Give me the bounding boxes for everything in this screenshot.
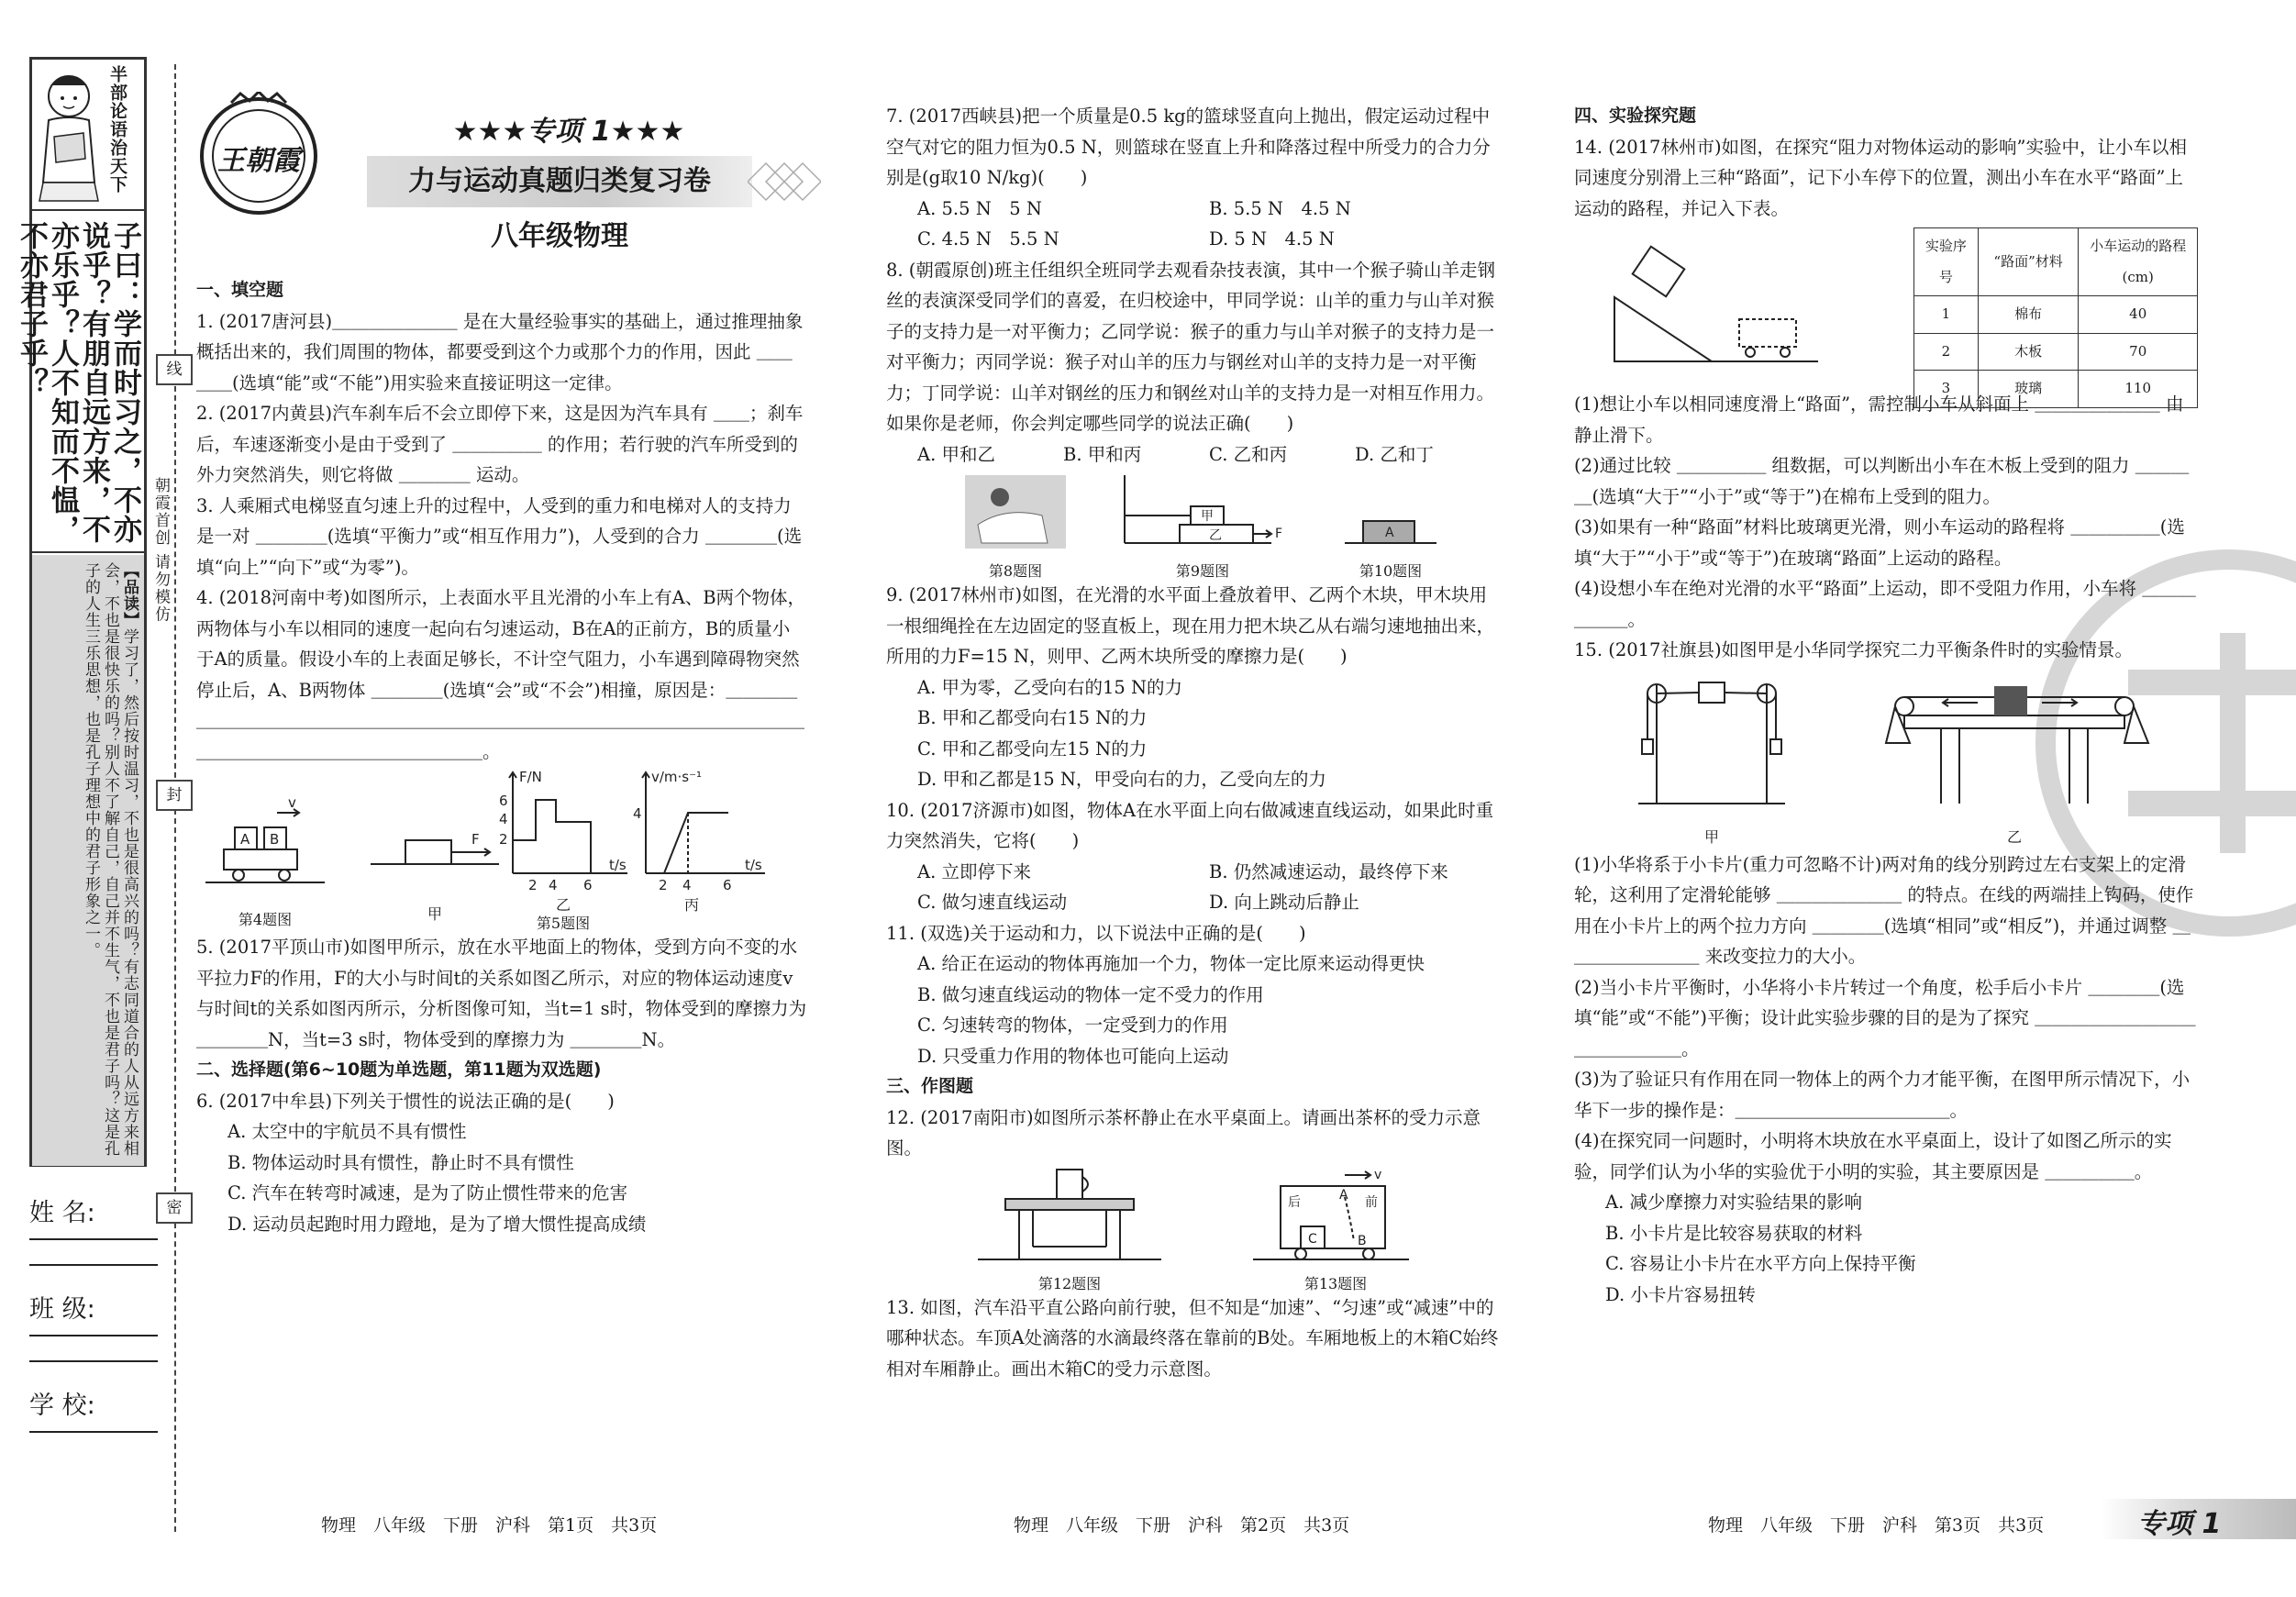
figure-8-caption: 第8题图 (988, 562, 1043, 580)
question-1: 1. (2017唐河县)＿＿＿＿＿＿＿ 是在大量经验事实的基础上，通过推理抽象概括出来的，我们周围的物体，都要受到这个力或那个力的作用，因此 ＿＿＿＿(选填“能”或“不能”)用实验来直接证明这一定律。 (196, 310, 804, 394)
q10-option-a: A. 立即停下来 (917, 860, 1031, 882)
read-body: 学习了，然后按时温习，不也是很高兴的吗？有志同道合的人从远方来相会，不也是很快乐的吗？别人不了解自己，自己并不生气，不也是君子吗？这是孔子的人生三乐思想，也是孔子理想中的君子形象之一。 (82, 562, 139, 1157)
q11-option-c: C. 匀速转弯的物体，一定受到力的作用 (917, 1015, 1228, 1036)
read-title: 【品读】 (120, 562, 139, 628)
table-cell: 70 (2079, 333, 2198, 371)
q10-options-ab (886, 857, 1501, 888)
question-7: 7. (2017西峡县)把一个质量是0.5 kg的篮球竖直向上抛出，假定运动过程中空气对它的阻力恒为0.5 N，则篮球在竖直上升和降落过程中所受力的合力分别是(g取10 N/kg)( ) (886, 105, 1491, 188)
column-3 (1574, 101, 2198, 1310)
svg-text:A: A (240, 831, 250, 848)
brand-logo-text: 王朝霞 (217, 145, 300, 177)
svg-text:6: 6 (723, 877, 732, 893)
column-1 (196, 275, 807, 1239)
q8-options (886, 439, 1501, 471)
q10-option-c: C. 做匀速直线运动 (917, 892, 1068, 913)
q15-part-1: (1)小华将系于小卡片(重力可忽略不计)两对角的线分别跨过左右支架上的定滑轮，这利用了定滑轮能够 ＿＿＿＿＿＿＿ 的特点。在线的两端挂上钩码，使作用在小卡片上的两个拉力方向 ＿＿＿＿(选填“相同”或“相反”)，并通过调整 ＿＿＿＿＿＿＿＿ 来改变拉力的大小。 (1574, 853, 2194, 967)
svg-text:t/s: t/s (609, 857, 627, 873)
q7-option-d: D. 5 N 4.5 N (1209, 228, 1335, 250)
q6-option-c: C. 汽车在转弯时减速，是为了防止惯性带来的危害 (227, 1182, 628, 1203)
svg-text:前: 前 (1365, 1194, 1378, 1210)
q7-options-cd (886, 224, 1501, 255)
figure-5-caption: 第5题图 (536, 915, 591, 932)
q15-part-4: (4)在探究同一问题时，小明将木块放在水平桌面上，设计了如图乙所示的实验，同学们认为小华的实验优于小明的实验，其主要原因是 ＿＿＿＿＿。 (1574, 1130, 2172, 1182)
section-fill-blank: 一、填空题 (196, 280, 284, 300)
q8-option-d: D. 乙和丁 (1355, 443, 1434, 465)
q9-option-d: D. 甲和乙都是15 N，甲受向右的力，乙受向左的力 (917, 769, 1326, 790)
table-cell: 玻璃 (1978, 371, 2079, 408)
question-9: 9. (2017林州市)如图，在光滑的水平面上叠放着甲、乙两个木块，甲木块用一根细绳拴在左边固定的竖直板上，现在用力把木块乙从右端匀速地抽出来，所用的力F=15 N，则甲、乙两木块所受的摩擦力是( ) (886, 584, 1495, 667)
svg-text:4: 4 (682, 877, 692, 893)
question-14: 14. (2017林州市)如图，在探究“阻力对物体运动的影响”实验中，让小车以相同速度分别滑上三种“路面”，记下小车停下的位置，测出小车在水平“路面”上运动的路程，并记入下表。 (1574, 136, 2187, 219)
figures-4-5 (196, 767, 807, 932)
svg-text:v/m·s⁻¹: v/m·s⁻¹ (651, 769, 703, 785)
table-cell: 2 (1914, 333, 1979, 371)
question-6: 6. (2017中牟县)下列关于惯性的说法正确的是( ) (196, 1090, 615, 1112)
question-2: 2. (2017内黄县)汽车刹车后不会立即停下来，这是因为汽车具有 ＿＿；刹车后，车速逐渐变小是由于受到了 ＿＿＿＿＿ 的作用；若行驶的汽车所受到的外力突然消失，则它将做 ＿＿＿＿ 运动。 (196, 403, 804, 485)
svg-text:F: F (1275, 527, 1283, 541)
column-2 (886, 101, 1501, 1384)
footer-page-3: 物理 八年级 下册 沪科 第3页 共3页 (1708, 1515, 2045, 1536)
q6-option-d: D. 运动员起跑时用力蹬地，是为了增大惯性提高成绩 (227, 1213, 647, 1235)
q15-part-3: (3)为了验证只有作用在同一物体上的两个力才能平衡，在图甲所示情况下，小华下一步的操作是：＿＿＿＿＿＿＿＿＿＿＿＿。 (1574, 1069, 2191, 1121)
footer-page-2: 物理 八年级 下册 沪科 第2页 共3页 (1014, 1515, 1350, 1536)
section-choice: 二、选择题(第6~10题为单选题，第11题为双选题) (196, 1059, 602, 1080)
q14-part-1: (1)想让小车以相同速度滑上“路面”，需控制小车从斜面上 ＿＿＿＿＿＿＿ 由静止滑下。 (1574, 394, 2184, 446)
figure-15-label-jia: 甲 (1703, 827, 1719, 846)
scholar-cartoon-icon (34, 63, 107, 208)
table-cell: 3 (1914, 371, 1979, 408)
binding-notice: 朝霞首创 请勿模仿 (151, 477, 170, 624)
table-header-material: “路面”材料 (1978, 228, 2079, 296)
q10-option-b: B. 仍然减速运动，最终停下来 (1209, 860, 1448, 882)
class-label: 班 级: (29, 1295, 95, 1324)
table-header-number: 实验序号 (1914, 228, 1979, 296)
svg-text:甲: 甲 (1201, 509, 1214, 524)
figures-12-13 (886, 1164, 1501, 1292)
figure-15 (1574, 666, 2198, 849)
figure-4-caption: 第4题图 (238, 911, 293, 928)
q7-option-a: A. 5.5 N 5 N (917, 197, 1042, 219)
svg-text:4: 4 (633, 805, 642, 822)
section-tag: 专项 1 (2137, 1508, 2222, 1540)
page-subtitle: 八年级物理 (491, 220, 628, 252)
q15-option-d: D. 小卡片容易扭转 (1605, 1283, 1756, 1305)
incline-cart-diagram (1611, 242, 1822, 371)
q6-option-b: B. 物体运动时具有惯性，静止时不具有惯性 (227, 1151, 574, 1173)
table-row (1914, 296, 2198, 334)
q9-option-b: B. 甲和乙都受向右15 N的力 (917, 707, 1148, 728)
cartoon-header (32, 60, 144, 211)
svg-text:F: F (471, 831, 480, 848)
analects-quote: 子曰：学而时习之，不亦说乎？有朋自远方来，不亦乐乎？人不知而不愠，不亦君子乎？ (15, 221, 141, 544)
read-text (36, 562, 139, 1159)
experiment-table (1913, 227, 2198, 408)
q9-option-c: C. 甲和乙都受向左15 N的力 (917, 738, 1148, 760)
q10-options-cd (886, 887, 1501, 918)
figure-9-caption: 第9题图 (1175, 562, 1230, 580)
svg-text:6: 6 (499, 793, 508, 809)
question-4: 4. (2018河南中考)如图所示，上表面水平且光滑的小车上有A、B两个物体，两物体与小车以相同的速度一起向右匀速运动，B在A的正前方，B的质量小于A的质量。假设小车的上表面足够长，不计空气阻力，小车遇到障碍物突然停止后，A、B两物体 ＿＿＿＿(选填“会”或“不会”)相撞，原因是：＿＿＿＿＿＿＿＿＿＿＿＿＿＿＿＿＿＿＿＿＿＿＿＿＿＿＿＿＿＿＿＿＿＿＿＿＿＿＿＿＿＿＿＿＿＿＿＿＿＿＿＿＿＿。 (196, 587, 806, 762)
table-cell: 棉布 (1978, 296, 2079, 334)
sidebar-top-label: 半部论语治天下 (107, 65, 128, 194)
q15-part-2: (2)当小卡片平衡时，小华将小卡片转过一个角度，松手后小卡片 ＿＿＿＿(选填“能”或“不能”)平衡；设计此实验步骤的目的是为了探究 ＿＿＿＿＿＿＿＿＿＿＿＿＿＿＿。 (1574, 976, 2196, 1059)
quote-box (15, 57, 147, 1167)
svg-text:4: 4 (499, 811, 508, 827)
header-kicker: ★★★专项 1★★★ (452, 116, 685, 148)
question-10: 10. (2017济源市)如图，物体A在水平面上向右做减速直线运动，如果此时重力突然消失，它将( ) (886, 799, 1494, 851)
svg-text:B: B (1358, 1233, 1367, 1248)
q8-option-b: B. 甲和丙 (1063, 443, 1142, 465)
svg-text:6: 6 (583, 877, 593, 893)
figure-15-label-yi: 乙 (2006, 827, 2022, 846)
figure-5-label-bing: 丙 (683, 896, 699, 914)
section-drawing: 三、作图题 (886, 1076, 974, 1096)
q8-option-a: A. 甲和乙 (917, 443, 995, 465)
binding-label-xian: 线 (156, 354, 193, 385)
table-row (1914, 333, 2198, 371)
table-header-distance: 小车运动的路程(cm) (2079, 228, 2198, 296)
svg-text:2: 2 (659, 877, 668, 893)
name-field[interactable] (29, 1192, 158, 1228)
q11-option-d: D. 只受重力作用的物体也可能向上运动 (917, 1045, 1229, 1067)
quote-main (15, 214, 144, 553)
svg-text:A: A (1339, 1187, 1348, 1203)
name-label: 姓 名: (29, 1199, 95, 1227)
figure-12-caption: 第12题图 (1037, 1274, 1102, 1292)
balance-experiment-diagram (1574, 666, 2198, 849)
question-12: 12. (2017南阳市)如图所示茶杯静止在水平桌面上。请画出茶杯的受力示意图。 (886, 1106, 1481, 1159)
figure-12-13-diagram (886, 1164, 1501, 1292)
q15-option-c: C. 容易让小卡片在水平方向上保持平衡 (1605, 1253, 1916, 1274)
q14-part-3: (3)如果有一种“路面”材料比玻璃更光滑，则小车运动的路程将 ＿＿＿＿＿(选填“大于”“小于”或“等于”)在玻璃“路面”上运动的路程。 (1574, 516, 2185, 569)
q11-option-a: A. 给正在运动的物体再施加一个力，物体一定比原来运动得更快 (917, 953, 1425, 974)
table-cell: 1 (1914, 296, 1979, 334)
svg-text:t/s: t/s (745, 857, 762, 873)
table-row (1914, 371, 2198, 408)
figure-10-caption: 第10题图 (1359, 562, 1423, 580)
figure-5-label-yi: 乙 (555, 896, 571, 914)
q9-option-a: A. 甲为零，乙受向右的15 N的力 (917, 676, 1183, 698)
svg-text:2: 2 (528, 877, 538, 893)
q15-option-b: B. 小卡片是比较容易获取的材料 (1605, 1222, 1863, 1244)
figures-8-10 (886, 470, 1501, 580)
table-cell: 110 (2079, 371, 2198, 408)
svg-text:C: C (1308, 1231, 1317, 1247)
q7-options-ab (886, 194, 1501, 225)
class-field[interactable] (29, 1289, 158, 1325)
question-13: 13. 如图，汽车沿平直公路向前行驶，但不知是“加速”、“匀速”或“减速”中的哪种状态。车顶A处滴落的水滴最终落在靠前的B处。车厢地板上的木箱C始终相对车厢静止。画出木箱C的受力示意图。 (886, 1296, 1499, 1380)
question-11: 11. (双选)关于运动和力，以下说法中正确的是( ) (886, 922, 1306, 944)
section-experiment: 四、实验探究题 (1574, 105, 1697, 126)
page-title: 力与运动真题归类复习卷 (367, 156, 752, 207)
svg-text:乙: 乙 (1209, 528, 1222, 543)
figure-13-caption: 第13题图 (1303, 1274, 1368, 1292)
q14-part-2: (2)通过比较 ＿＿＿＿＿ 组数据，可以判断出小车在木板上受到的阻力 ＿＿＿＿(选填“大于”“小于”或“等于”)在棉布上受到的阻力。 (1574, 455, 2190, 507)
q15-option-a: A. 减少摩擦力对实验结果的影响 (1605, 1192, 1862, 1213)
figure-5-label-jia: 甲 (427, 905, 442, 923)
q7-option-b: B. 5.5 N 4.5 N (1209, 197, 1351, 219)
question-3: 3. 人乘厢式电梯竖直匀速上升的过程中，人受到的重力和电梯对人的支持力是一对 ＿＿＿＿(选填“平衡力”或“相互作用力”)，人受到的合力 ＿＿＿＿(选填“向上”“向下”或“为零”)。 (196, 494, 803, 578)
q11-option-b: B. 做匀速直线运动的物体一定不受力的作用 (917, 983, 1264, 1005)
svg-text:B: B (270, 831, 280, 848)
svg-text:4: 4 (549, 877, 558, 893)
q6-option-a: A. 太空中的宇航员不具有惯性 (227, 1121, 467, 1142)
figure-14 (1574, 224, 2198, 396)
binding-label-feng: 封 (156, 780, 193, 811)
svg-text:后: 后 (1288, 1194, 1301, 1210)
q14-part-4: (4)设想小车在绝对光滑的水平“路面”上运动，即不受阻力作用，小车将 ＿＿＿＿＿＿。 (1574, 578, 2196, 630)
q7-option-c: C. 4.5 N 5.5 N (917, 228, 1059, 250)
question-8: 8. (朝霞原创)班主任组织全班同学去观看杂技表演，其中一个猴子骑山羊走钢丝的表演深受同学们的喜爱，在归校途中，甲同学说：山羊的重力与山羊对猴子的支持力是一对平衡力；乙同学说：猴子的重力与山羊对猴子的支持力是一对平衡力；丙同学说：猴子对山羊的压力与钢丝对山羊的支持力是一对平衡力；丁同学说：山羊对钢丝的压力和钢丝对山羊的支持力是一对相互作用力。如果你是老师，你会判定哪些同学的说法正确( ) (886, 259, 1496, 434)
quote-read (32, 555, 144, 1166)
table-cell: 40 (2079, 296, 2198, 334)
question-15: 15. (2017社旗县)如图甲是小华同学探究二力平衡条件时的实验情景。 (1574, 639, 2134, 660)
question-5: 5. (2017平顶山市)如图甲所示，放在水平地面上的物体，受到方向不变的水平拉力F的作用，F的大小与时间t的关系如图乙所示，对应的物体运动速度v与时间t的关系如图丙所示，分析图像可知，当t=1 s时，物体受到的摩擦力为 ＿＿＿＿N，当t=3 s时，物体受到的摩擦力为 ＿＿＿＿N。 (196, 937, 807, 1050)
section-tag-bar (2101, 1499, 2296, 1539)
sidebar (0, 0, 179, 1597)
binding-label-mi: 密 (156, 1192, 193, 1224)
table-cell: 木板 (1978, 333, 2079, 371)
svg-text:v: v (1374, 1167, 1382, 1182)
q10-option-d: D. 向上跳动后静止 (1209, 892, 1359, 913)
svg-text:2: 2 (499, 831, 508, 848)
footer-page-1: 物理 八年级 下册 沪科 第1页 共3页 (321, 1515, 658, 1536)
q8-option-c: C. 乙和丙 (1209, 443, 1288, 465)
svg-text:F/N: F/N (519, 769, 542, 785)
svg-text:v: v (288, 794, 296, 811)
school-label: 学 校: (29, 1392, 95, 1420)
svg-text:A: A (1385, 526, 1394, 540)
school-field[interactable] (29, 1385, 158, 1421)
diamond-pattern-icon (748, 147, 821, 216)
